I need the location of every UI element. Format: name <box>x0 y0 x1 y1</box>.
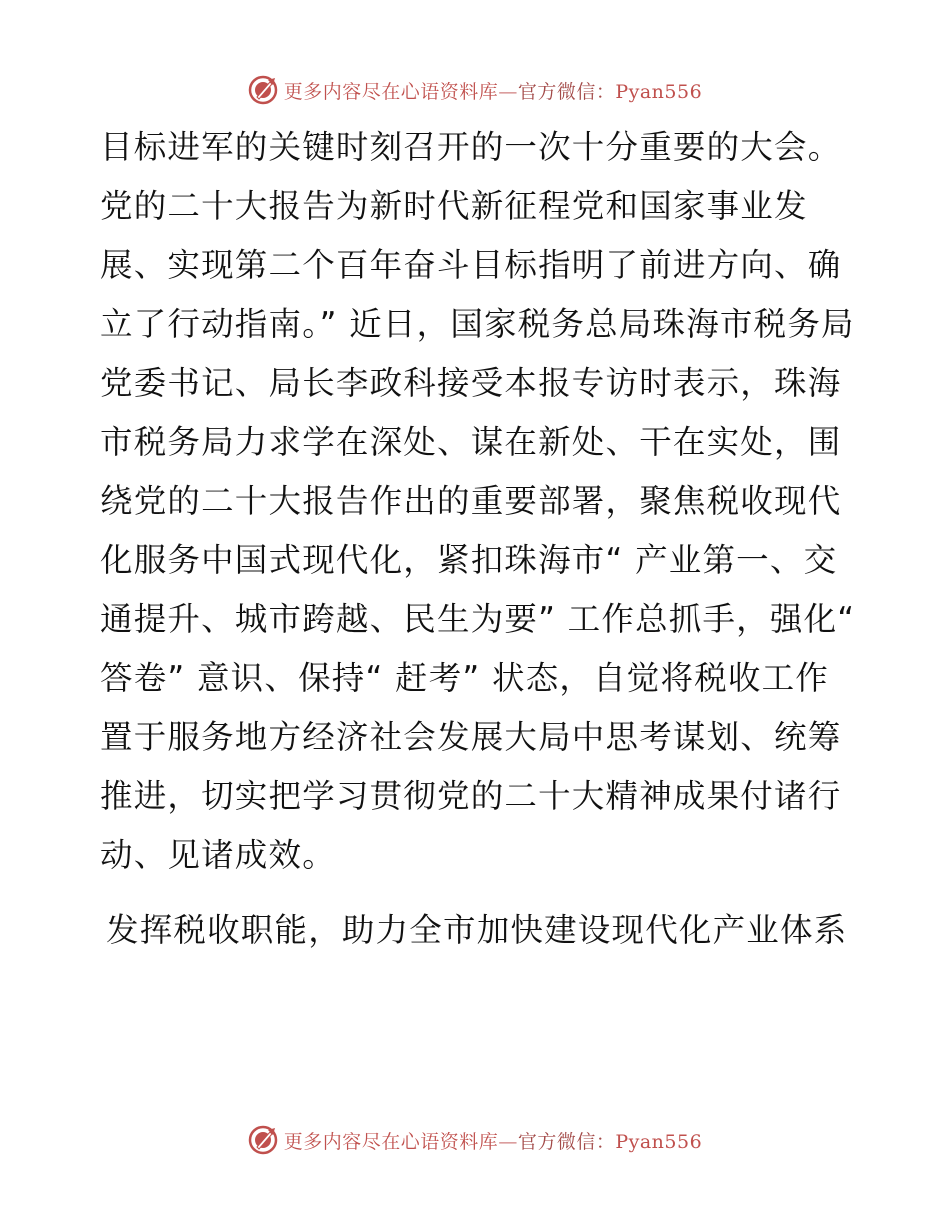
banner-text: 更多内容尽在心语资料库—官方微信：Pyan556 <box>283 80 703 103</box>
document-body <box>100 118 860 960</box>
quill-logo-icon <box>248 1125 278 1155</box>
body-paragraph: 目标进军的关键时刻召开的一次十分重要的大会。党的二十大报告为新时代新征程党和国家事业发展、实现第二个百年奋斗目标指明了前进方向、确立了行动指南。” 近日，国家税务总局珠海市税务局党委书记、局长李政科接受本报专访时表示，珠海市税务局力求学在深处、谋在新处、干在实处，围绕党的二十大报告作出的重要部署，聚焦税收现代化服务中国式现代化，紧扣珠海市“ 产业第一、交通提升、城市跨越、民生为要” 工作总抓手，强化“ 答卷” 意识、保持“ 赶考” 状态，自觉将税收工作置于服务地方经济社会发展大局中思考谋划、统筹推进，切实把学习贯彻党的二十大精神成果付诸行动、见诸成效。 <box>100 128 856 874</box>
quill-logo-icon <box>248 75 278 105</box>
banner-text: 更多内容尽在心语资料库—官方微信：Pyan556 <box>283 1130 703 1153</box>
header-banner <box>0 70 950 110</box>
section-heading: 发挥税收职能，助力全市加快建设现代化产业体系 <box>106 911 848 949</box>
footer-banner <box>0 1120 950 1160</box>
